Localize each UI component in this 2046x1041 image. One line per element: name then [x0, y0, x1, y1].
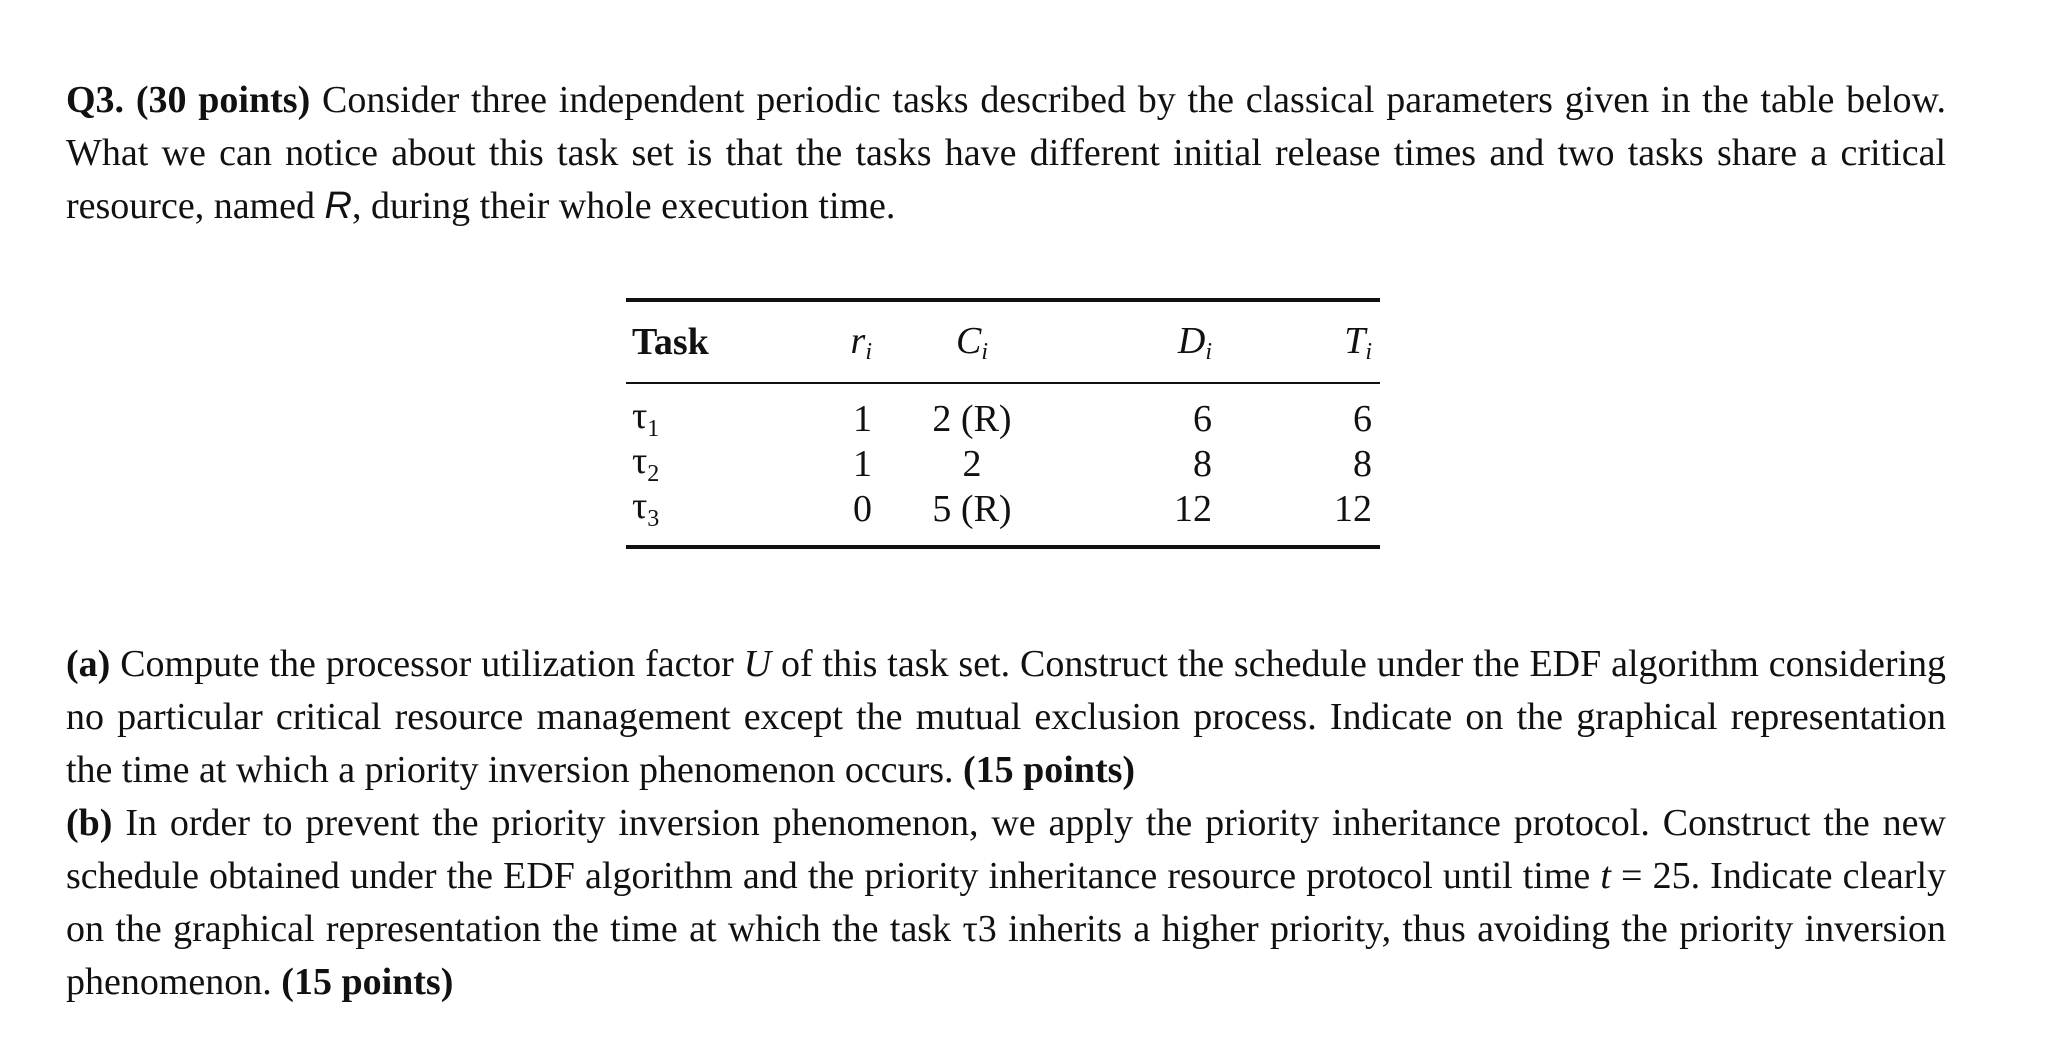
- cell-period: 6: [1353, 397, 1372, 440]
- part-b-paragraph: [66, 797, 1946, 1009]
- table-row: [626, 441, 1380, 486]
- cell-deadline: 6: [1193, 397, 1212, 440]
- header-task: Task: [632, 321, 709, 363]
- cell-release: 0: [853, 487, 872, 530]
- header-period: $T_i$: [1344, 319, 1372, 365]
- cell-period: 12: [1334, 487, 1372, 530]
- part-b-text-1: In order to prevent the priority inversion phenomenon, we apply the priority inheritance protocol. Construct the new schedule obtained under the EDF algorithm and the priority inheritance resource protocol until time: [66, 802, 1946, 897]
- table-row: [626, 486, 1380, 531]
- cell-computation: 2: [962, 442, 982, 485]
- cell-task: $\tau_3$: [632, 485, 660, 532]
- question-label: Q3.: [66, 79, 125, 121]
- table-row: [626, 396, 1380, 441]
- table-body: [626, 384, 1380, 545]
- header-computation: $C_i$: [955, 319, 989, 365]
- intro-text-before-resource: Consider three independent periodic tasks described by the classical parameters given in the table below. What we can notice about this task set is that the tasks have different initial release times and two tasks share a critical resource, named: [66, 79, 1947, 227]
- part-b-points: (15 points): [281, 961, 454, 1003]
- cell-task: $\tau_2$: [632, 440, 660, 487]
- task-parameter-table: [626, 298, 1380, 549]
- cell-release: 1: [853, 397, 872, 440]
- utilization-symbol: U: [743, 643, 772, 685]
- cell-period: 8: [1353, 442, 1372, 485]
- time-symbol: t: [1600, 855, 1611, 897]
- question-intro: [66, 74, 1946, 233]
- table-header-row: [626, 302, 1380, 384]
- cell-deadline: 12: [1174, 487, 1212, 530]
- part-a-paragraph: [66, 638, 1946, 797]
- header-deadline: $D_i$: [1177, 319, 1212, 365]
- cell-task: $\tau_1$: [632, 395, 660, 442]
- cell-computation: 5 (R): [932, 487, 1012, 530]
- header-release: $r_i$: [850, 319, 872, 365]
- part-a-label: (a): [66, 643, 111, 685]
- part-a-text-2: of this task set. Construct the schedule under the EDF algorithm considering no particular critical resource management except the mutual exclusion process. Indicate on the graphical representation the time at which a priority inversion phenomenon occurs.: [66, 643, 1947, 791]
- intro-text-after-resource: , during their whole execution time.: [351, 185, 896, 227]
- part-b-text-2: = 25. Indicate clearly on the graphical representation the time at which the task τ3 inherits a higher priority, thus avoiding the priority inversion phenomenon.: [66, 855, 1947, 1003]
- part-b-label: (b): [66, 802, 113, 844]
- question-points: (30 points): [135, 79, 311, 121]
- cell-release: 1: [853, 442, 872, 485]
- cell-computation: 2 (R): [932, 397, 1012, 440]
- part-a-points: (15 points): [963, 749, 1136, 791]
- resource-symbol: R: [324, 185, 352, 227]
- cell-deadline: 8: [1193, 442, 1212, 485]
- part-a-text-1: Compute the processor utilization factor: [120, 643, 734, 685]
